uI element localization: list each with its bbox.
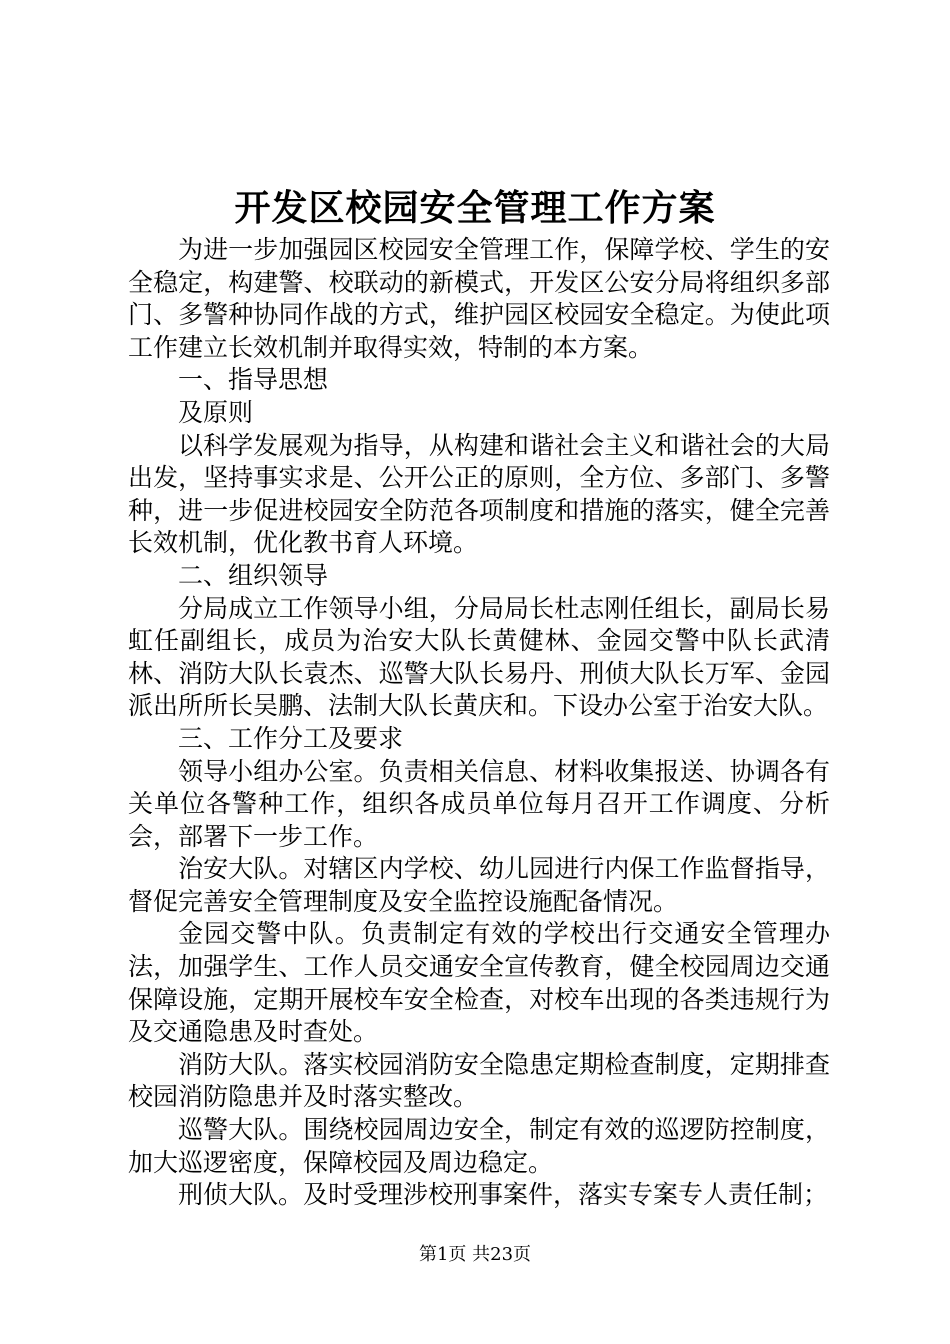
- section-heading-2: 二、组织领导: [178, 560, 329, 590]
- page-title: 开发区校园安全管理工作方案: [234, 187, 716, 229]
- paragraph-guiding-principles: 以科学发展观为指导，从构建和谐社会主义和谐社会的大局出发，坚持事实求是、公开公正的原则，全方位、多部门、多警种，进一步促进校园安全防范各项制度和措施的落实，健全完善长效机制，优化教书育人环境。: [128, 430, 830, 558]
- page-footer: 第1页 共23页: [418, 1244, 532, 1265]
- paragraph-intro: 为进一步加强园区校园安全管理工作，保障学校、学生的安全稳定，构建警、校联动的新模式，开发区公安分局将组织多部门、多警种协同作战的方式，维护园区校园安全稳定。为使此项工作建立长效机制并取得实效，特制的本方案。: [128, 235, 830, 362]
- document-body: [128, 234, 830, 1212]
- paragraph-traffic-police: 金园交警中队。负责制定有效的学校出行交通安全管理办法，加强学生、工作人员交通安全宣传教育，健全校园周边交通保障设施，定期开展校车安全检查，对校车出现的各类违规行为及交通隐患及时查处。: [128, 919, 830, 1047]
- paragraph-patrol-police: 巡警大队。围绕校园周边安全，制定有效的巡逻防控制度，加大巡逻密度，保障校园及周边稳定。: [128, 1115, 830, 1177]
- paragraph-public-security: 治安大队。对辖区内学校、幼儿园进行内保工作监督指导，督促完善安全管理制度及安全监控设施配备情况。: [128, 854, 830, 916]
- paragraph-criminal-investigation: 刑侦大队。及时受理涉校刑事案件，落实专案专人责任制；: [178, 1180, 829, 1210]
- paragraph-fire-brigade: 消防大队。落实校园消防安全隐患定期检查制度，定期排查校园消防隐患并及时落实整改。: [128, 1049, 830, 1112]
- section-heading-1: 一、指导思想: [178, 365, 329, 395]
- paragraph-leading-office: 领导小组办公室。负责相关信息、材料收集报送、协调各有关单位各警种工作，组织各成员单位每月召开工作调度、分析会，部署下一步工作。: [128, 756, 830, 851]
- paragraph-organization: 分局成立工作领导小组，分局局长杜志刚任组长，副局长易虹任副组长，成员为治安大队长黄健林、金园交警中队长武清林、消防大队长袁杰、巡警大队长易丹、刑侦大队长万军、金园派出所所长吴鹏、法制大队长黄庆和。下设办公室于治安大队。: [128, 593, 830, 721]
- section-heading-3: 三、工作分工及要求: [178, 723, 404, 753]
- section-heading-1-continued: 及原则: [178, 397, 254, 427]
